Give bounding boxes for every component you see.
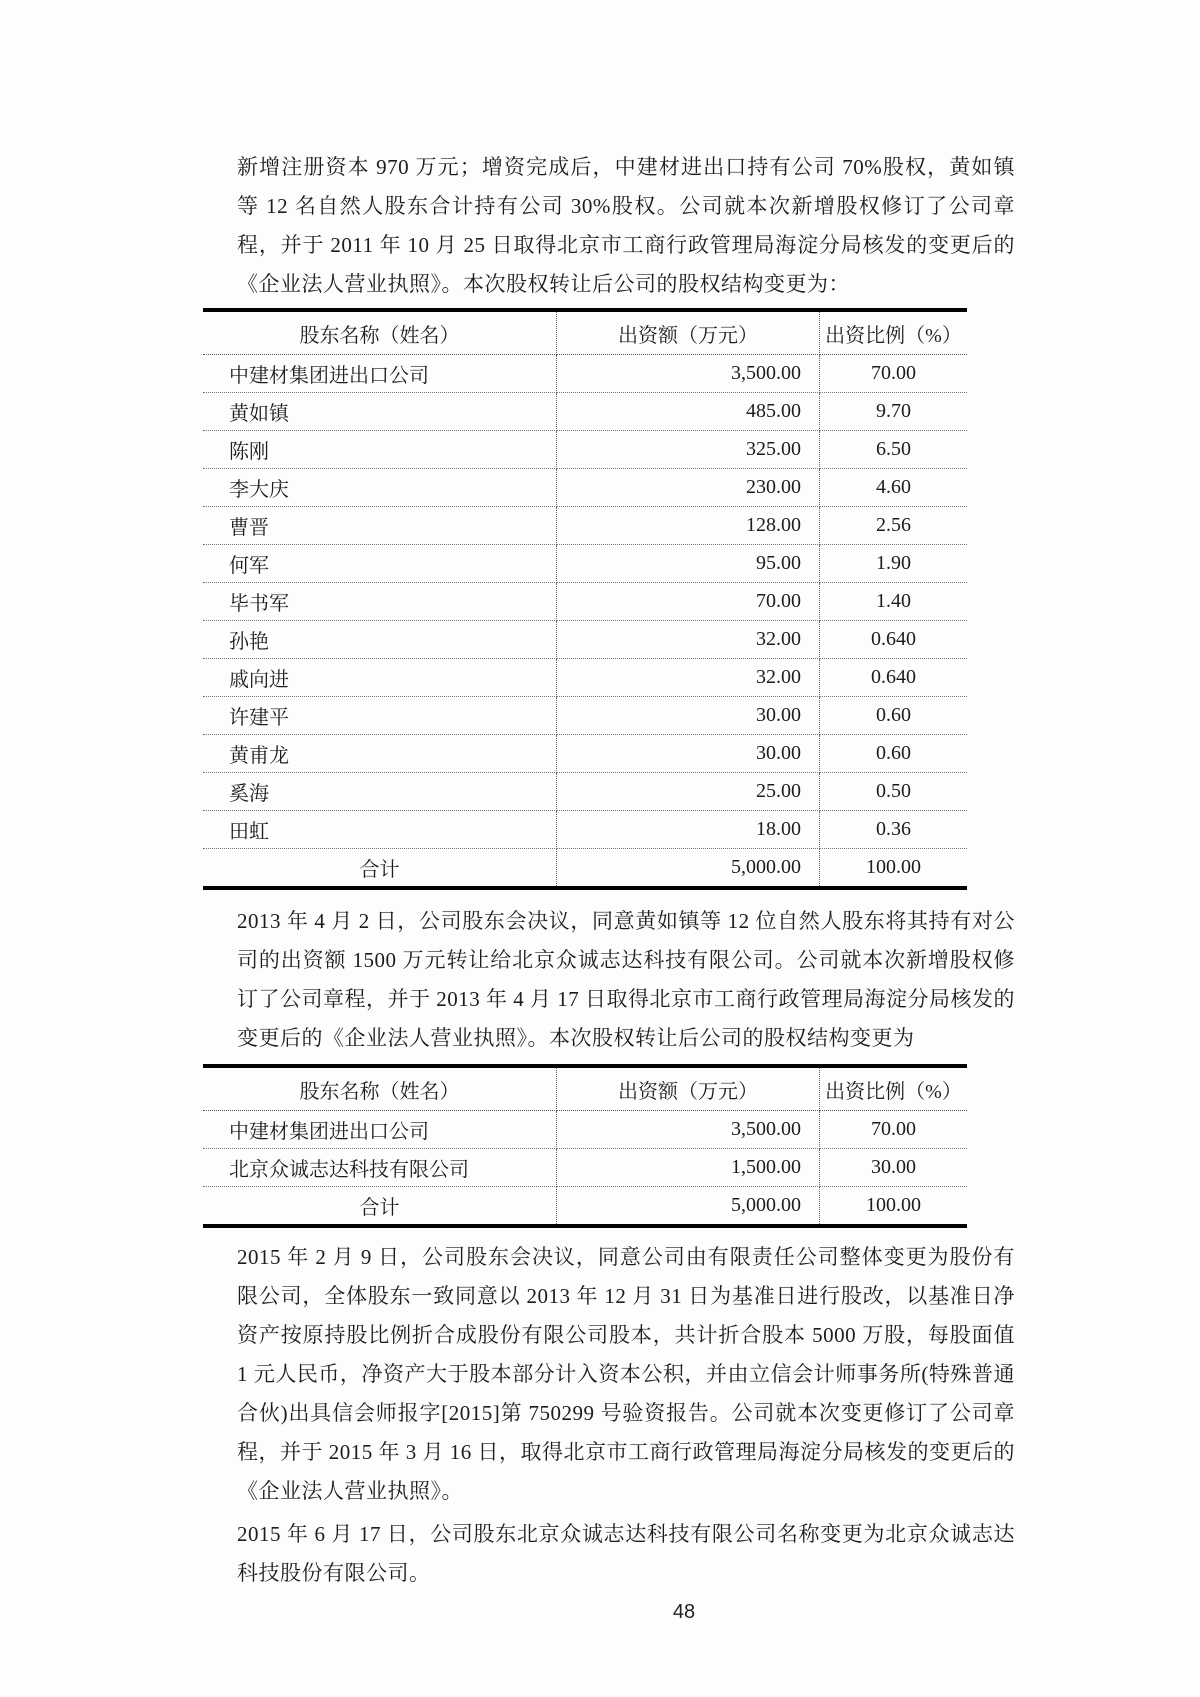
contribution-amount: 5,000.00: [557, 849, 820, 889]
contribution-ratio: 100.00: [866, 856, 921, 878]
shareholder-name: 黄如镇: [203, 393, 557, 431]
contribution-ratio: 0.640: [820, 659, 968, 697]
table-row: [203, 469, 967, 507]
contribution-ratio: 1.40: [820, 583, 968, 621]
table-row: [203, 735, 967, 773]
shareholder-name: 李大庆: [203, 469, 557, 507]
shareholder-name: 何军: [203, 545, 557, 583]
contribution-ratio: 0.60: [820, 735, 968, 773]
column-header: 出资额（万元）: [557, 310, 820, 355]
contribution-ratio: 1.90: [820, 545, 968, 583]
contribution-amount: 25.00: [557, 773, 820, 811]
page-number: 48: [672, 1601, 696, 1623]
contribution-amount: 230.00: [557, 469, 820, 507]
contribution-amount: 5,000.00: [557, 1187, 820, 1227]
paragraph-restructuring-2015: 2015 年 2 月 9 日，公司股东会决议，同意公司由有限责任公司整体变更为股份有限公司，全体股东一致同意以 2013 年 12 月 31 日为基准日进行股改，以基准日净资产按原持股比例折合成股份有限公司股本，共计折合股本 5000 万股，每股面值 1 元人民币，净资产大于股本部分计入资本公积，并由立信会计师事务所(特殊普通合伙)出具信会师报字[2015]第 750299 号验资报告。公司就本次变更修订了公司章程，并于 2015 年 3 月 16 日，取得北京市工商行政管理局海淀分局核发的变更后的《企业法人营业执照》。: [237, 1245, 1015, 1503]
shareholder-name: 黄甫龙: [203, 735, 557, 773]
table-row: [203, 621, 967, 659]
shareholder-name: 田虹: [203, 811, 557, 849]
contribution-amount: 3,500.00: [557, 355, 820, 393]
contribution-amount: 1,500.00: [557, 1149, 820, 1187]
contribution-amount: 325.00: [557, 431, 820, 469]
shareholder-name: 中建材集团进出口公司: [203, 1111, 557, 1149]
shareholder-name: 中建材集团进出口公司: [203, 355, 557, 393]
shareholder-name: 曹晋: [203, 507, 557, 545]
column-header: 出资比例（%）: [820, 310, 968, 355]
shareholder-name: 奚海: [203, 773, 557, 811]
table-row: [203, 1111, 967, 1149]
contribution-amount: 30.00: [557, 697, 820, 735]
contribution-amount: 32.00: [557, 621, 820, 659]
contribution-ratio: 0.60: [820, 697, 968, 735]
contribution-amount: 18.00: [557, 811, 820, 849]
contribution-ratio: 0.36: [820, 811, 968, 849]
header-row: [203, 310, 967, 355]
column-header: 出资额（万元）: [557, 1066, 820, 1111]
contribution-amount: 3,500.00: [557, 1111, 820, 1149]
column-header: 股东名称（姓名）: [203, 310, 557, 355]
shareholder-name: 孙艳: [203, 621, 557, 659]
contribution-ratio: 70.00: [820, 1111, 968, 1149]
contribution-ratio: 30.00: [820, 1149, 968, 1187]
shareholder-structure-table-2011: [203, 308, 967, 890]
shareholder-name: 许建平: [203, 697, 557, 735]
contribution-ratio: 100.00: [866, 1194, 921, 1216]
contribution-ratio: 70.00: [820, 355, 968, 393]
table-row: [203, 545, 967, 583]
paragraph-equity-transfer-2013: 2013 年 4 月 2 日，公司股东会决议，同意黄如镇等 12 位自然人股东将其持有对公司的出资额 1500 万元转让给北京众诚志达科技有限公司。公司就本次新增股权修订了公司章程，并于 2013 年 4 月 17 日取得北京市工商行政管理局海淀分局核发的变更后的《企业法人营业执照》。本次股权转让后公司的股权结构变更为: [237, 909, 1015, 1050]
table-row: [203, 393, 967, 431]
contribution-amount: 30.00: [557, 735, 820, 773]
shareholder-name: 北京众诚志达科技有限公司: [203, 1149, 557, 1187]
contribution-amount: 95.00: [557, 545, 820, 583]
column-header: 出资比例（%）: [820, 1066, 968, 1111]
shareholder-name: 合计: [203, 849, 557, 889]
total-row: [203, 1187, 967, 1227]
contribution-ratio: 2.56: [820, 507, 968, 545]
contribution-amount: 70.00: [557, 583, 820, 621]
shareholder-structure-table-2013: [203, 1064, 967, 1228]
contribution-ratio: 0.50: [820, 773, 968, 811]
table-row: [203, 773, 967, 811]
table-row: [203, 697, 967, 735]
shareholder-name: 戚向进: [203, 659, 557, 697]
table-row: [203, 355, 967, 393]
table-row: [203, 507, 967, 545]
contribution-amount: 32.00: [557, 659, 820, 697]
table-row: [203, 811, 967, 849]
paragraph-capital-increase-2011: 新增注册资本 970 万元；增资完成后，中建材进出口持有公司 70%股权，黄如镇等 12 名自然人股东合计持有公司 30%股权。公司就本次新增股权修订了公司章程，并于 2011 年 10 月 25 日取得北京市工商行政管理局海淀分局核发的变更后的《企业法人营业执照》。本次股权转让后公司的股权结构变更为：: [237, 155, 1015, 296]
contribution-ratio: 9.70: [820, 393, 968, 431]
contribution-ratio: 0.640: [820, 621, 968, 659]
paragraph-name-change-2015: 2015 年 6 月 17 日，公司股东北京众诚志达科技有限公司名称变更为北京众诚志达科技股份有限公司。: [237, 1522, 1015, 1585]
shareholder-name: 毕书军: [203, 583, 557, 621]
contribution-amount: 128.00: [557, 507, 820, 545]
total-row: [203, 849, 967, 889]
contribution-ratio: 6.50: [820, 431, 968, 469]
table-row: [203, 1149, 967, 1187]
table-row: [203, 431, 967, 469]
column-header: 股东名称（姓名）: [203, 1066, 557, 1111]
table-row: [203, 583, 967, 621]
shareholder-name: 陈刚: [203, 431, 557, 469]
shareholder-name: 合计: [203, 1187, 557, 1227]
table-row: [203, 659, 967, 697]
contribution-ratio: 4.60: [820, 469, 968, 507]
contribution-amount: 485.00: [557, 393, 820, 431]
header-row: [203, 1066, 967, 1111]
